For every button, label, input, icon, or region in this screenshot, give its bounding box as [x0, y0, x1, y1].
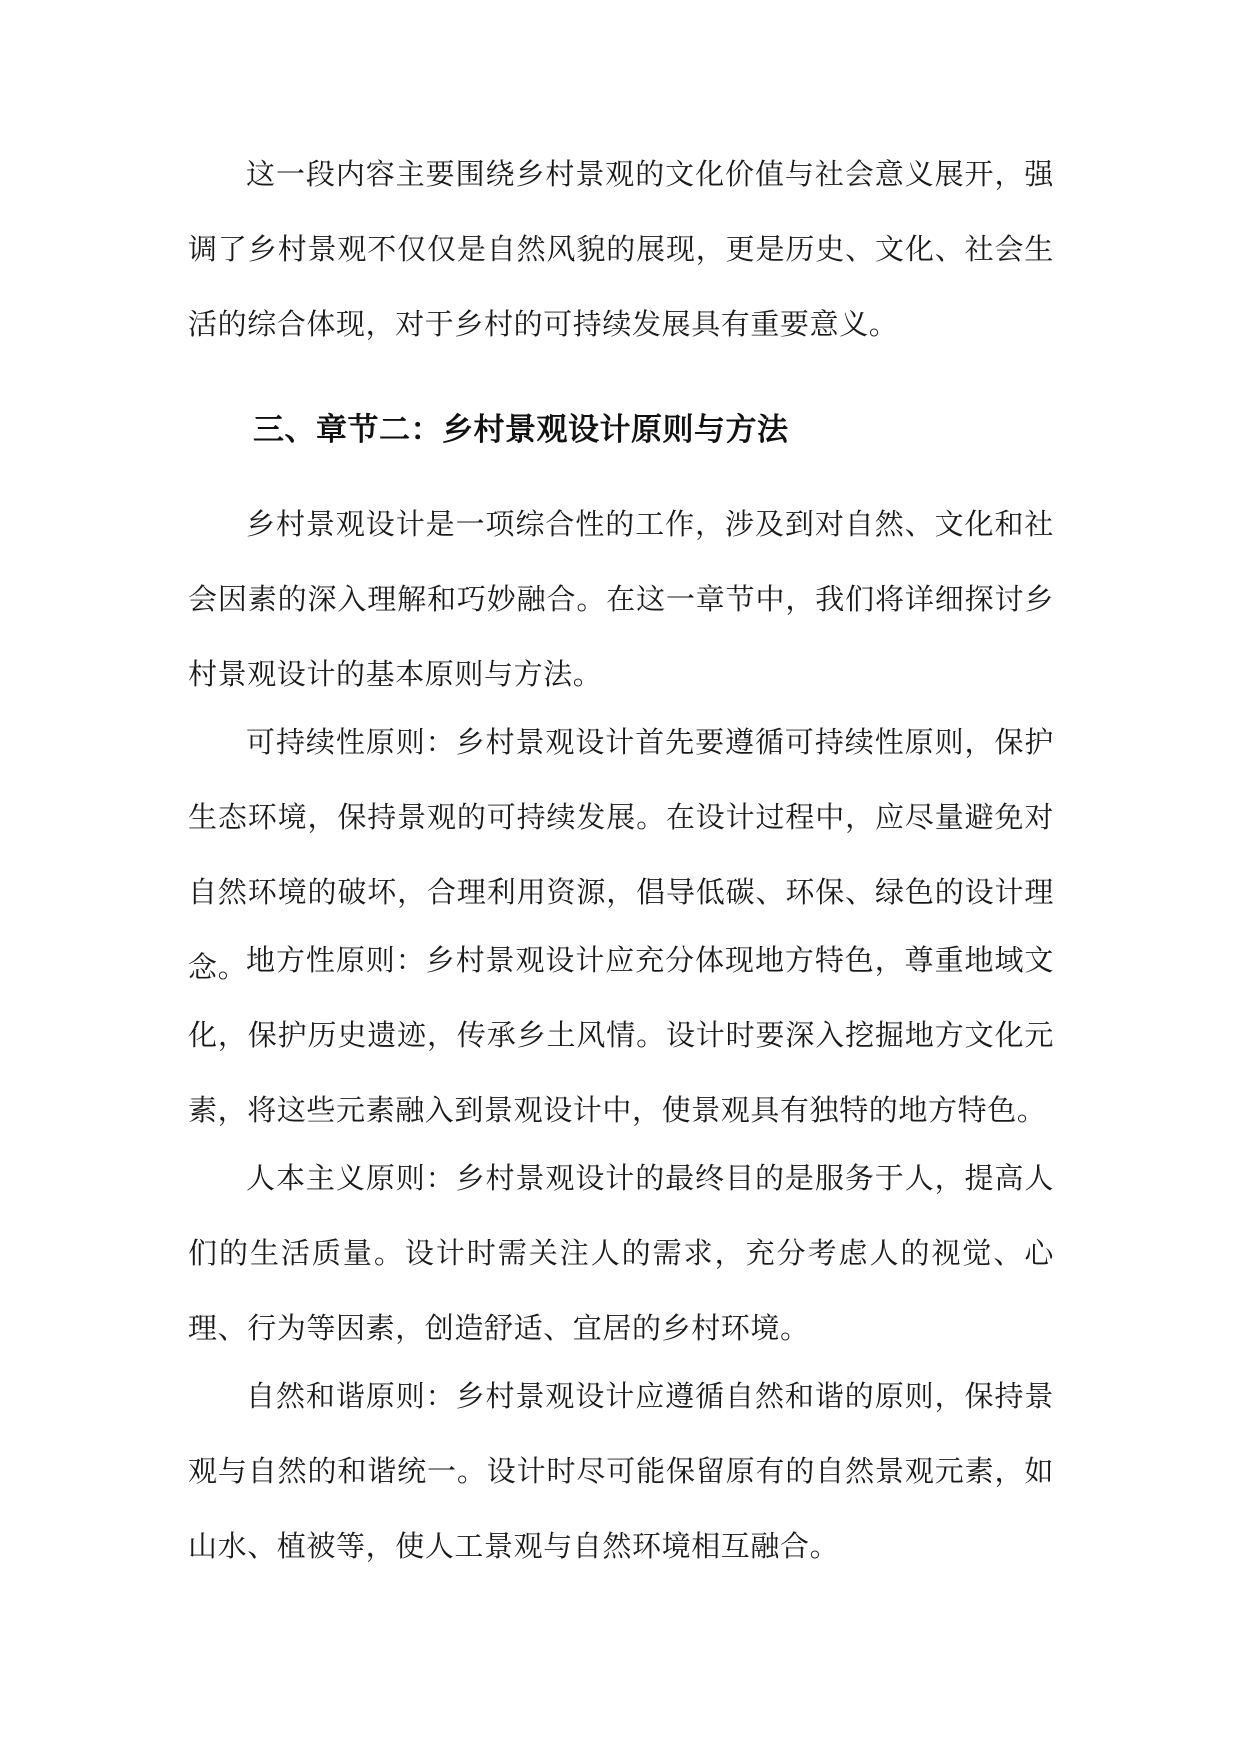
paragraph-humanism-principle: 人本主义原则：乡村景观设计的最终目的是服务于人，提高人们的生活质量。设计时需关注人的需求，充分考虑人的视觉、心理、行为等因素，创造舒适、宜居的乡村环境。 — [188, 1161, 1054, 1345]
paragraph-locality-principle: 地方性原则：乡村景观设计应充分体现地方特色，尊重地域文化，保护历史遗迹，传承乡土风情。设计时要深入挖掘地方文化元素，将这些元素融入到景观设计中，使景观具有独特的地方特色。 — [188, 943, 1054, 1127]
paragraph-sustainability-principle: 可持续性原则：乡村景观设计首先要遵循可持续性原则，保护生态环境，保持景观的可持续发展。在设计过程中，应尽量避免对自然环境的破坏，合理利用资源，倡导低碳、环保、绿色的设计理念。 — [188, 725, 1054, 984]
paragraph-chapter-intro: 乡村景观设计是一项综合性的工作，涉及到对自然、文化和社会因素的深入理解和巧妙融合。在这一章节中，我们将详细探讨乡村景观设计的基本原则与方法。 — [188, 507, 1054, 691]
paragraph-intro-summary: 这一段内容主要围绕乡村景观的文化价值与社会意义展开，强调了乡村景观不仅仅是自然风貌的展现，更是历史、文化、社会生活的综合体现，对于乡村的可持续发展具有重要意义。 — [188, 157, 1054, 341]
paragraph-natural-harmony-principle: 自然和谐原则：乡村景观设计应遵循自然和谐的原则，保持景观与自然的和谐统一。设计时尽可能保留原有的自然景观元素，如山水、植被等，使人工景观与自然环境相互融合。 — [188, 1379, 1054, 1563]
chapter-heading: 三、章节二：乡村景观设计原则与方法 — [253, 412, 789, 448]
